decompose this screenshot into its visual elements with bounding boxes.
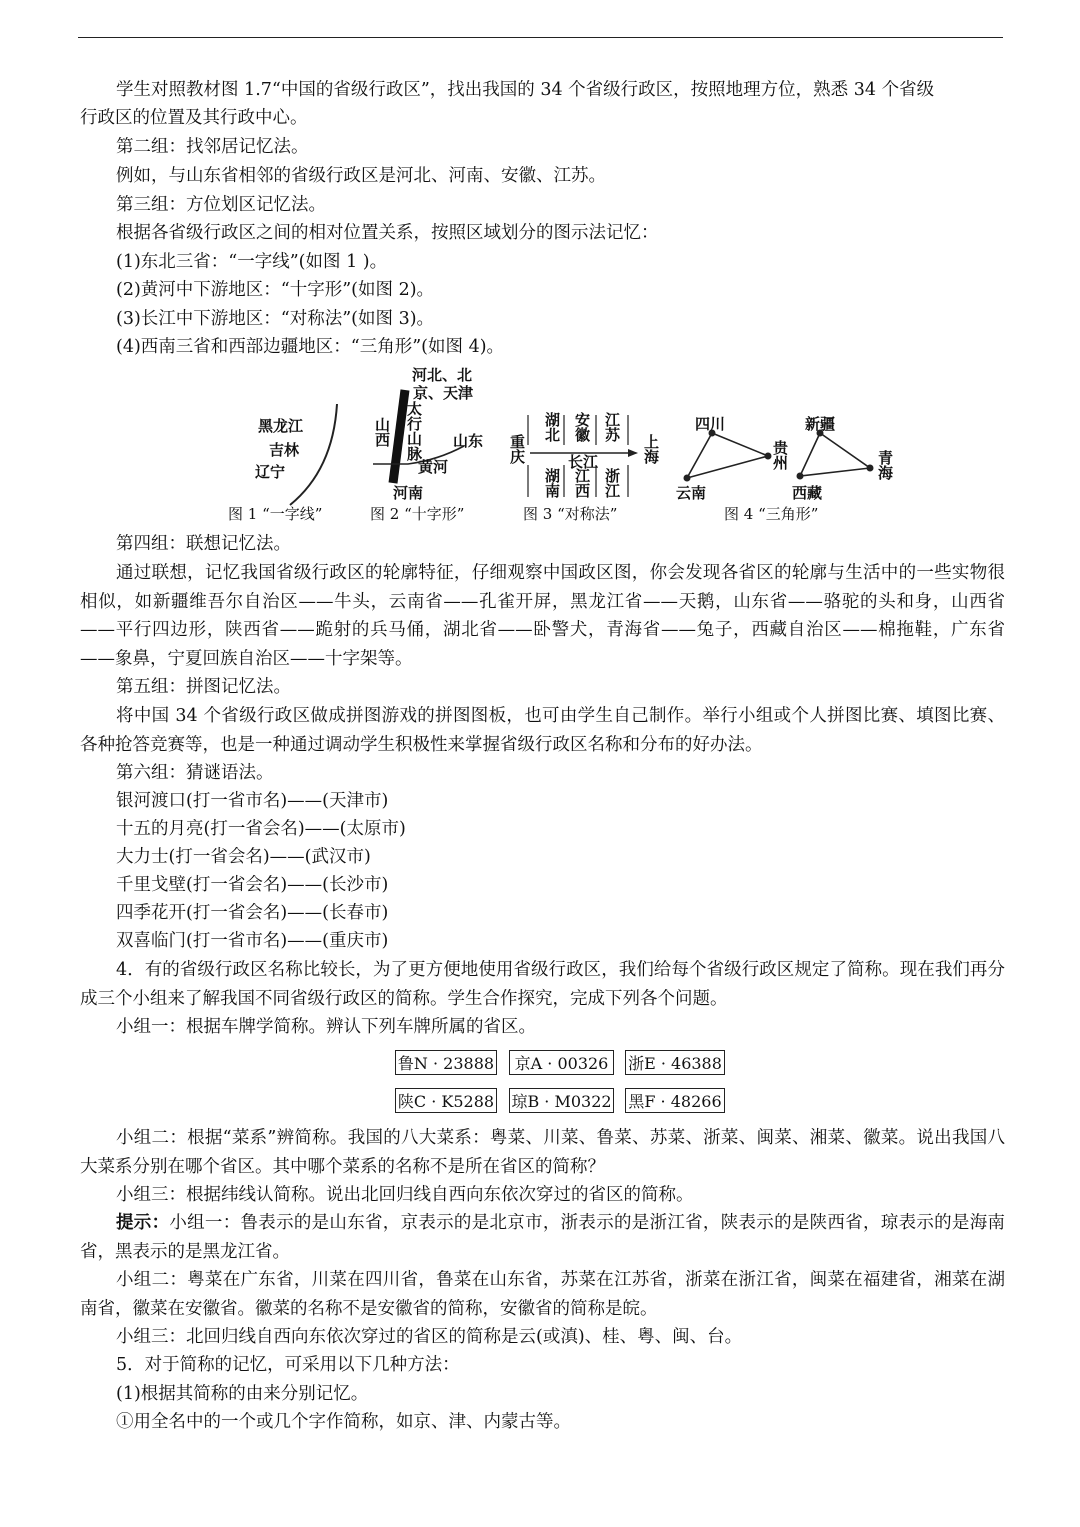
fig2-jing-tianjin: 京、天津 (413, 384, 474, 402)
fig3-changjiang: 长江 (568, 453, 599, 471)
license-plate (509, 1050, 614, 1075)
figure-1-caption: 图 1 “一字线” (228, 505, 323, 523)
fig3-jiangsu: 江苏 (603, 412, 621, 442)
riddle-item: 十五的月亮(打一省会名)——(太原市) (116, 819, 406, 839)
fig4-sichuan: 四川 (695, 415, 726, 433)
license-plate (625, 1050, 725, 1075)
license-plate (395, 1088, 497, 1113)
group-heading: 第六组：猜谜语法。 (116, 763, 274, 783)
paragraph-line: 小组三：北回归线自西向东依次穿过的省区的简称是云(或滇)、桂、粤、闽、台。 (116, 1327, 743, 1347)
plate-text: 浙E · 46388 (628, 1054, 722, 1073)
license-plate (625, 1088, 725, 1113)
fig3-hubei: 湖北 (543, 412, 561, 442)
paragraph-line: 小组一：根据车牌学简称。辨认下列车牌所属的省区。 (116, 1017, 536, 1037)
fig2-shanxi: 山西 (373, 417, 391, 447)
paragraph: 小组二：粤菜在广东省，川菜在四川省，鲁菜在山东省，苏菜在江苏省，浙菜在浙江省，闽菜在福建省，湘菜在湖南省，徽菜在安徽省。徽菜的名称不是安徽省的简称，安徽省的简称是皖。 (80, 1270, 1005, 1319)
list-item: (3)长江中下游地区：“对称法”(如图 3)。 (116, 309, 435, 329)
hint-paragraph (80, 1209, 1005, 1266)
hint-label: 提示： (116, 1213, 170, 1233)
fig2-henan: 河南 (393, 484, 424, 502)
fig3-shanghai: 上海 (642, 434, 660, 464)
paragraph: 小组二：根据“菜系”辨简称。我国的八大菜系：粤菜、川菜、鲁菜、苏菜、浙菜、闽菜、湘菜、徽菜。说出我国八大菜系分别在哪个省区。其中哪个菜系的名称不是所在省区的简称？ (80, 1128, 1005, 1177)
list-item: (4)西南三省和西部边疆地区：“三角形”(如图 4)。 (116, 337, 505, 357)
plate-text: 黑F · 48266 (628, 1092, 722, 1111)
paragraph: 4．有的省级行政区名称比较长，为了更方便地使用省级行政区，我们给每个省级行政区规定了简称。现在我们再分成三个小组来了解我国不同省级行政区的简称。学生合作探究，完成下列各个问题。 (80, 960, 1005, 1009)
paragraph-line: 根据各省级行政区之间的相对位置关系，按照区域划分的图示法记忆： (116, 223, 659, 243)
fig3-jiangxi: 江西 (573, 468, 591, 498)
figure-4-caption: 图 4 “三角形” (724, 505, 819, 523)
fig2-hebei-bei: 河北、北 (412, 366, 473, 384)
group-heading: 第四组：联想记忆法。 (116, 534, 291, 554)
plate-text: 琼B · M0322 (511, 1092, 612, 1111)
paragraph: 通过联想，记忆我国省级行政区的轮廓特征，仔细观察中国政区图，你会发现各省区的轮廓与生活中的一些实物很相似，如新疆维吾尔自治区——牛头，云南省——孔雀开屏，黑龙江省——天鹅，山东省——骆驼的头和身，山西省——平行四边形，陕西省——跪射的兵马俑，湖北省——卧警犬，青海省——兔子，西藏自治区——棉拖鞋，广东省——象鼻，宁夏回族自治区——十字架等。 (80, 563, 1005, 669)
license-plate (395, 1050, 497, 1075)
fig1-liaoning: 辽宁 (255, 463, 286, 481)
fig3-anhui: 安徽 (573, 412, 591, 442)
paragraph-line: 小组三：根据纬线认简称。说出北回归线自西向东依次穿过的省区的简称。 (116, 1185, 694, 1205)
plate-text: 陕C · K5288 (397, 1092, 495, 1111)
fig3-hunan: 湖南 (543, 468, 561, 498)
fig2-taihang: 太行山脉 (405, 401, 423, 461)
fig4-yunnan: 云南 (676, 484, 707, 502)
fig1-heilongjiang: 黑龙江 (258, 417, 304, 435)
fig2-shandong: 山东 (453, 432, 484, 450)
paragraph-line: 行政区的位置及其行政中心。 (80, 108, 308, 128)
list-item: (1)根据其简称的由来分别记忆。 (116, 1384, 369, 1404)
license-plate (509, 1088, 614, 1113)
fig4-xizang: 西藏 (792, 484, 823, 502)
paragraph-line: 学生对照教材图 1.7“中国的省级行政区”，找出我国的 34 个省级行政区，按照地理方位，熟悉 34 个省级 (116, 80, 935, 100)
figure-2-caption: 图 2 “十字形” (370, 505, 465, 523)
riddle-item: 四季花开(打一省会名)——(长春市) (116, 903, 389, 923)
paragraph: 将中国 34 个省级行政区做成拼图游戏的拼图图板，也可由学生自己制作。举行小组或个人拼图比赛、填图比赛、各种抢答竞赛等，也是一种通过调动学生积极性来掌握省级行政区名称和分布的好办法。 (80, 706, 1005, 755)
riddle-item: 双喜临门(打一省市名)——(重庆市) (116, 931, 389, 951)
riddle-item: 千里戈壁(打一省会名)——(长沙市) (116, 875, 389, 895)
riddle-item: 银河渡口(打一省市名)——(天津市) (116, 791, 389, 811)
group-heading: 第五组：拼图记忆法。 (116, 677, 291, 697)
riddle-item: 大力士(打一省会名)——(武汉市) (116, 847, 371, 867)
figure-3-caption: 图 3 “对称法” (523, 505, 618, 523)
header-rule (78, 37, 1003, 38)
fig3-zhejiang: 浙江 (603, 468, 621, 498)
fig3-chongqing: 重庆 (508, 434, 526, 464)
paragraph-line: 5．对于简称的记忆，可采用以下几种方法： (116, 1355, 460, 1375)
fig4-guizhou: 贵州 (771, 440, 789, 470)
list-item: ①用全名中的一个或几个字作简称，如京、津、内蒙古等。 (116, 1412, 571, 1432)
paragraph-line: 例如，与山东省相邻的省级行政区是河北、河南、安徽、江苏。 (116, 166, 606, 186)
list-item: (2)黄河中下游地区：“十字形”(如图 2)。 (116, 280, 435, 300)
plate-text: 京A · 00326 (514, 1054, 609, 1073)
fig4-xinjiang: 新疆 (805, 415, 836, 433)
hint-text: 小组一：鲁表示的是山东省，京表示的是北京市，浙表示的是浙江省，陕表示的是陕西省，琼表示的是海南省，黑表示的是黑龙江省。 (80, 1213, 1005, 1262)
group-heading: 第三组：方位划区记忆法。 (116, 195, 326, 215)
fig2-huanghe: 黄河 (418, 458, 449, 476)
list-item: (1)东北三省：“一字线”(如图 1 )。 (116, 252, 388, 272)
plate-text: 鲁N · 23888 (397, 1054, 495, 1073)
fig4-qinghai: 青海 (876, 450, 894, 480)
fig1-jilin: 吉林 (269, 441, 300, 459)
group-heading: 第二组：找邻居记忆法。 (116, 137, 309, 157)
